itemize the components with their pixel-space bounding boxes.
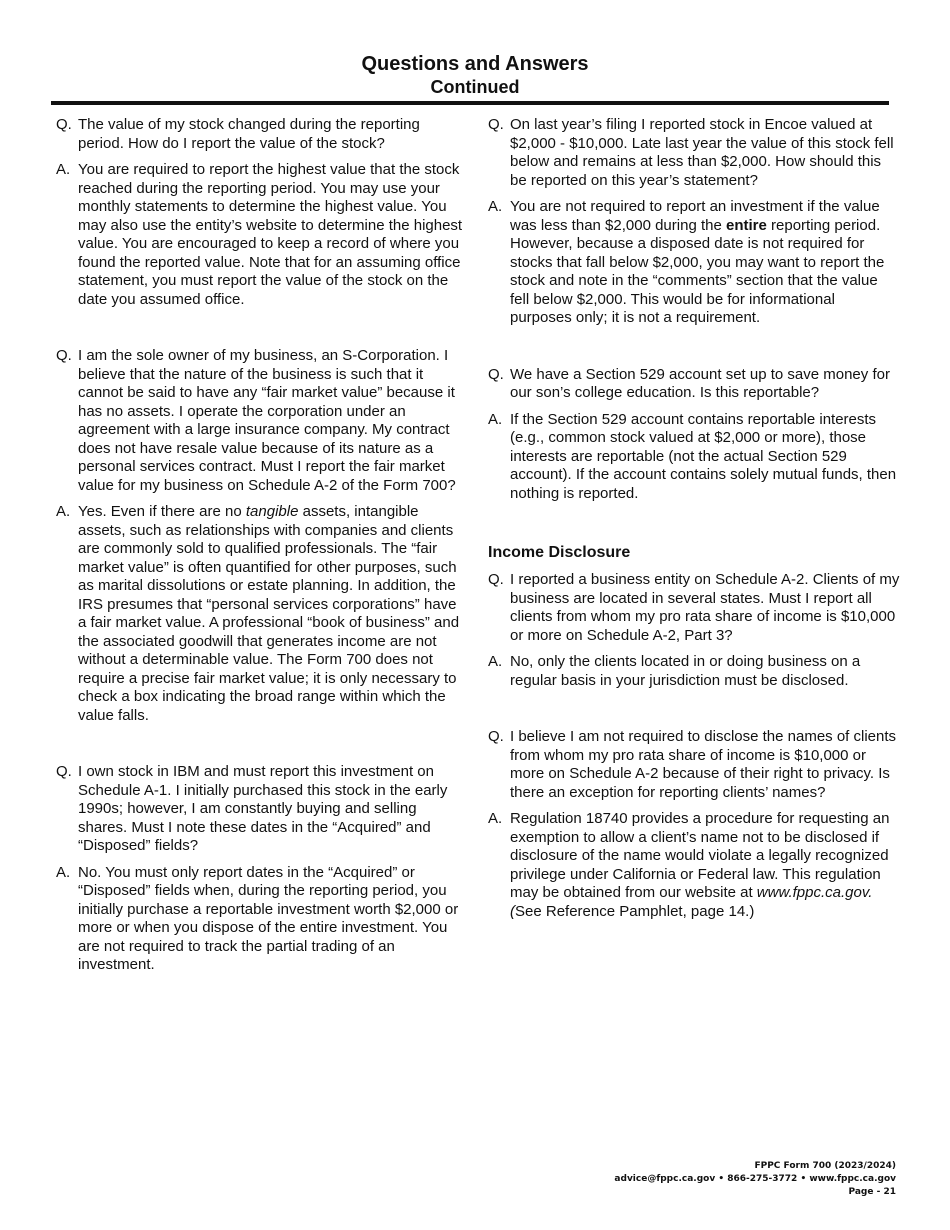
- question-text: We have a Section 529 account set up to save money for our son’s college education. Is this reportable?: [510, 365, 890, 401]
- question-marker: Q.: [488, 571, 504, 588]
- question-text: I reported a business entity on Schedule A-2. Clients of my business are located in several states. Must I report all clients from whom my pro rata share of income is $10,000 or more on Schedule A-2, Part 3?: [510, 571, 900, 644]
- page-subtitle: Continued: [430, 77, 520, 97]
- section-heading: Income Disclosure: [488, 544, 631, 561]
- footer-page-number: Page - 21: [848, 1187, 896, 1197]
- question: [56, 116, 468, 153]
- question-text: The value of my stock changed during the reporting period. How do I report the value of the stock?: [78, 116, 420, 152]
- answer-text: You are required to report the highest value that the stock reached during the reporting period. You may use your monthly statements to determine the highest value. You may also use the entity’s website to determine the highest value. You are encouraged to keep a record of where you found the reported value. Note that for an assuming office statement, you must report the value of the stock on the date you assumed office.: [78, 161, 463, 308]
- answer-text: [78, 503, 468, 725]
- question-marker: Q.: [56, 763, 72, 780]
- answer: [56, 503, 468, 725]
- question: [488, 571, 900, 645]
- answer-emphasis: entire: [725, 216, 767, 234]
- question-text: I believe I am not required to disclose the names of clients from whom my pro rata share of income is $10,000 or more on Schedule A-2 because of their right to privacy. Is there an exception for reporting clients’ names?: [510, 728, 897, 801]
- answer: [488, 411, 900, 504]
- answer: [488, 653, 900, 690]
- answer-text-part: You are not required to report an investment if the value was less than $2,000 during the: [510, 198, 880, 234]
- answer-text: No, only the clients located in or doing business on a regular basis in your jurisdiction must be disclosed.: [510, 653, 861, 689]
- answer-marker: A.: [488, 410, 503, 428]
- question-marker: Q.: [488, 116, 504, 133]
- answer-marker: A.: [56, 503, 71, 520]
- right-column: [488, 116, 900, 929]
- question-text: I am the sole owner of my business, an S-Corporation. I believe that the nature of the business is such that it cannot be said to have any “fair market value” because it has no assets. I operate the corporation under an agreement with a large insurance company. My contract does not have resale value because of its nature as a personal services contract. Must I report the fair market value for my business on Schedule A-2 of the Form 700?: [78, 347, 456, 494]
- answer-marker: A.: [56, 863, 71, 881]
- question-marker: Q.: [488, 728, 504, 745]
- answer: [488, 198, 900, 328]
- answer: [488, 810, 900, 921]
- answer-text-part: assets, intangible assets, such as relationships with companies and clients are commonly sold to qualified professionals. The “fair market value” is often quantified for other purposes, such as marital dissolutions or estate planning. In addition, the IRS presumes that “personal services corporations” have a fair market value. A professional “book of business” and the associated goodwill that generates income are not without a determinable value. The Form 700 does not require a precise fair market value; it is only necessary to check a box indicating the broad range within which the value falls.: [78, 503, 460, 724]
- page-header: [0, 52, 950, 98]
- left-column: [56, 116, 468, 983]
- question: [56, 763, 468, 856]
- answer: [56, 864, 468, 975]
- answer-marker: A.: [488, 653, 503, 670]
- page-footer: [614, 1160, 896, 1199]
- page-title: Questions and Answers: [361, 53, 589, 75]
- footer-contact: advice@fppc.ca.gov • 866-275-3772 • www.fppc.ca.gov: [614, 1174, 896, 1184]
- question-marker: Q.: [56, 347, 72, 364]
- answer-marker: A.: [488, 198, 503, 215]
- answer-text: No. You must only report dates in the “Acquired” or “Disposed” fields when, during the reporting period, you initially purchase a reportable investment worth $2,000 or more or when you dispose of the entire investment. You are not required to track the partial trading of an investment.: [78, 863, 459, 973]
- answer-marker: A.: [488, 810, 503, 827]
- answer-text: If the Section 529 account contains reportable interests (e.g., common stock valued at $2,000 or more), those interests are reportable (not the actual Section 529 account). If the account contains solely mutual funds, then nothing is reported.: [510, 410, 897, 502]
- answer: [56, 161, 468, 309]
- answer-text-part: Yes. Even if there are no: [78, 503, 246, 520]
- question: [488, 116, 900, 190]
- question-text: I own stock in IBM and must report this investment on Schedule A-1. I initially purchased this stock in the early 1990s; however, I am constantly buying and selling shares. Must I note these dates in the “Acquired” and “Disposed” fields?: [78, 763, 448, 854]
- answer-text-part: reporting period. However, because a disposed date is not required for stocks that fall below $2,000, you may want to report the stock and note in the “comments” section that the value fell below $2,000. This would be for informational purposes only; it is not a requirement.: [510, 216, 885, 326]
- answer-text-part: Regulation 18740 provides a procedure for requesting an exemption to allow a client’s name not to be disclosed if disclosure of the name would violate a legally recognized privilege under California or Federal law. This regulation may be obtained from our website at: [510, 810, 890, 901]
- answer-text: [510, 198, 900, 328]
- question-marker: Q.: [488, 365, 504, 383]
- answer-marker: A.: [56, 161, 71, 178]
- question: [488, 728, 900, 802]
- question: [56, 347, 468, 495]
- question-marker: Q.: [56, 116, 72, 133]
- answer-text-part: See Reference Pamphlet, page 14.): [515, 902, 755, 920]
- footer-form-id: FPPC Form 700 (2023/2024): [754, 1161, 896, 1171]
- website-link-text: www.fppc.ca.gov. (: [510, 884, 873, 920]
- answer-emphasis: tangible: [245, 503, 299, 520]
- header-rule: [51, 101, 889, 105]
- question: [488, 366, 900, 403]
- answer-text: [510, 810, 900, 921]
- question-text: On last year’s filing I reported stock in Encoe valued at $2,000 - $10,000. Late last year the value of this stock fell below and remains at less than $2,000. How should this be reported on this year’s statement?: [510, 116, 894, 189]
